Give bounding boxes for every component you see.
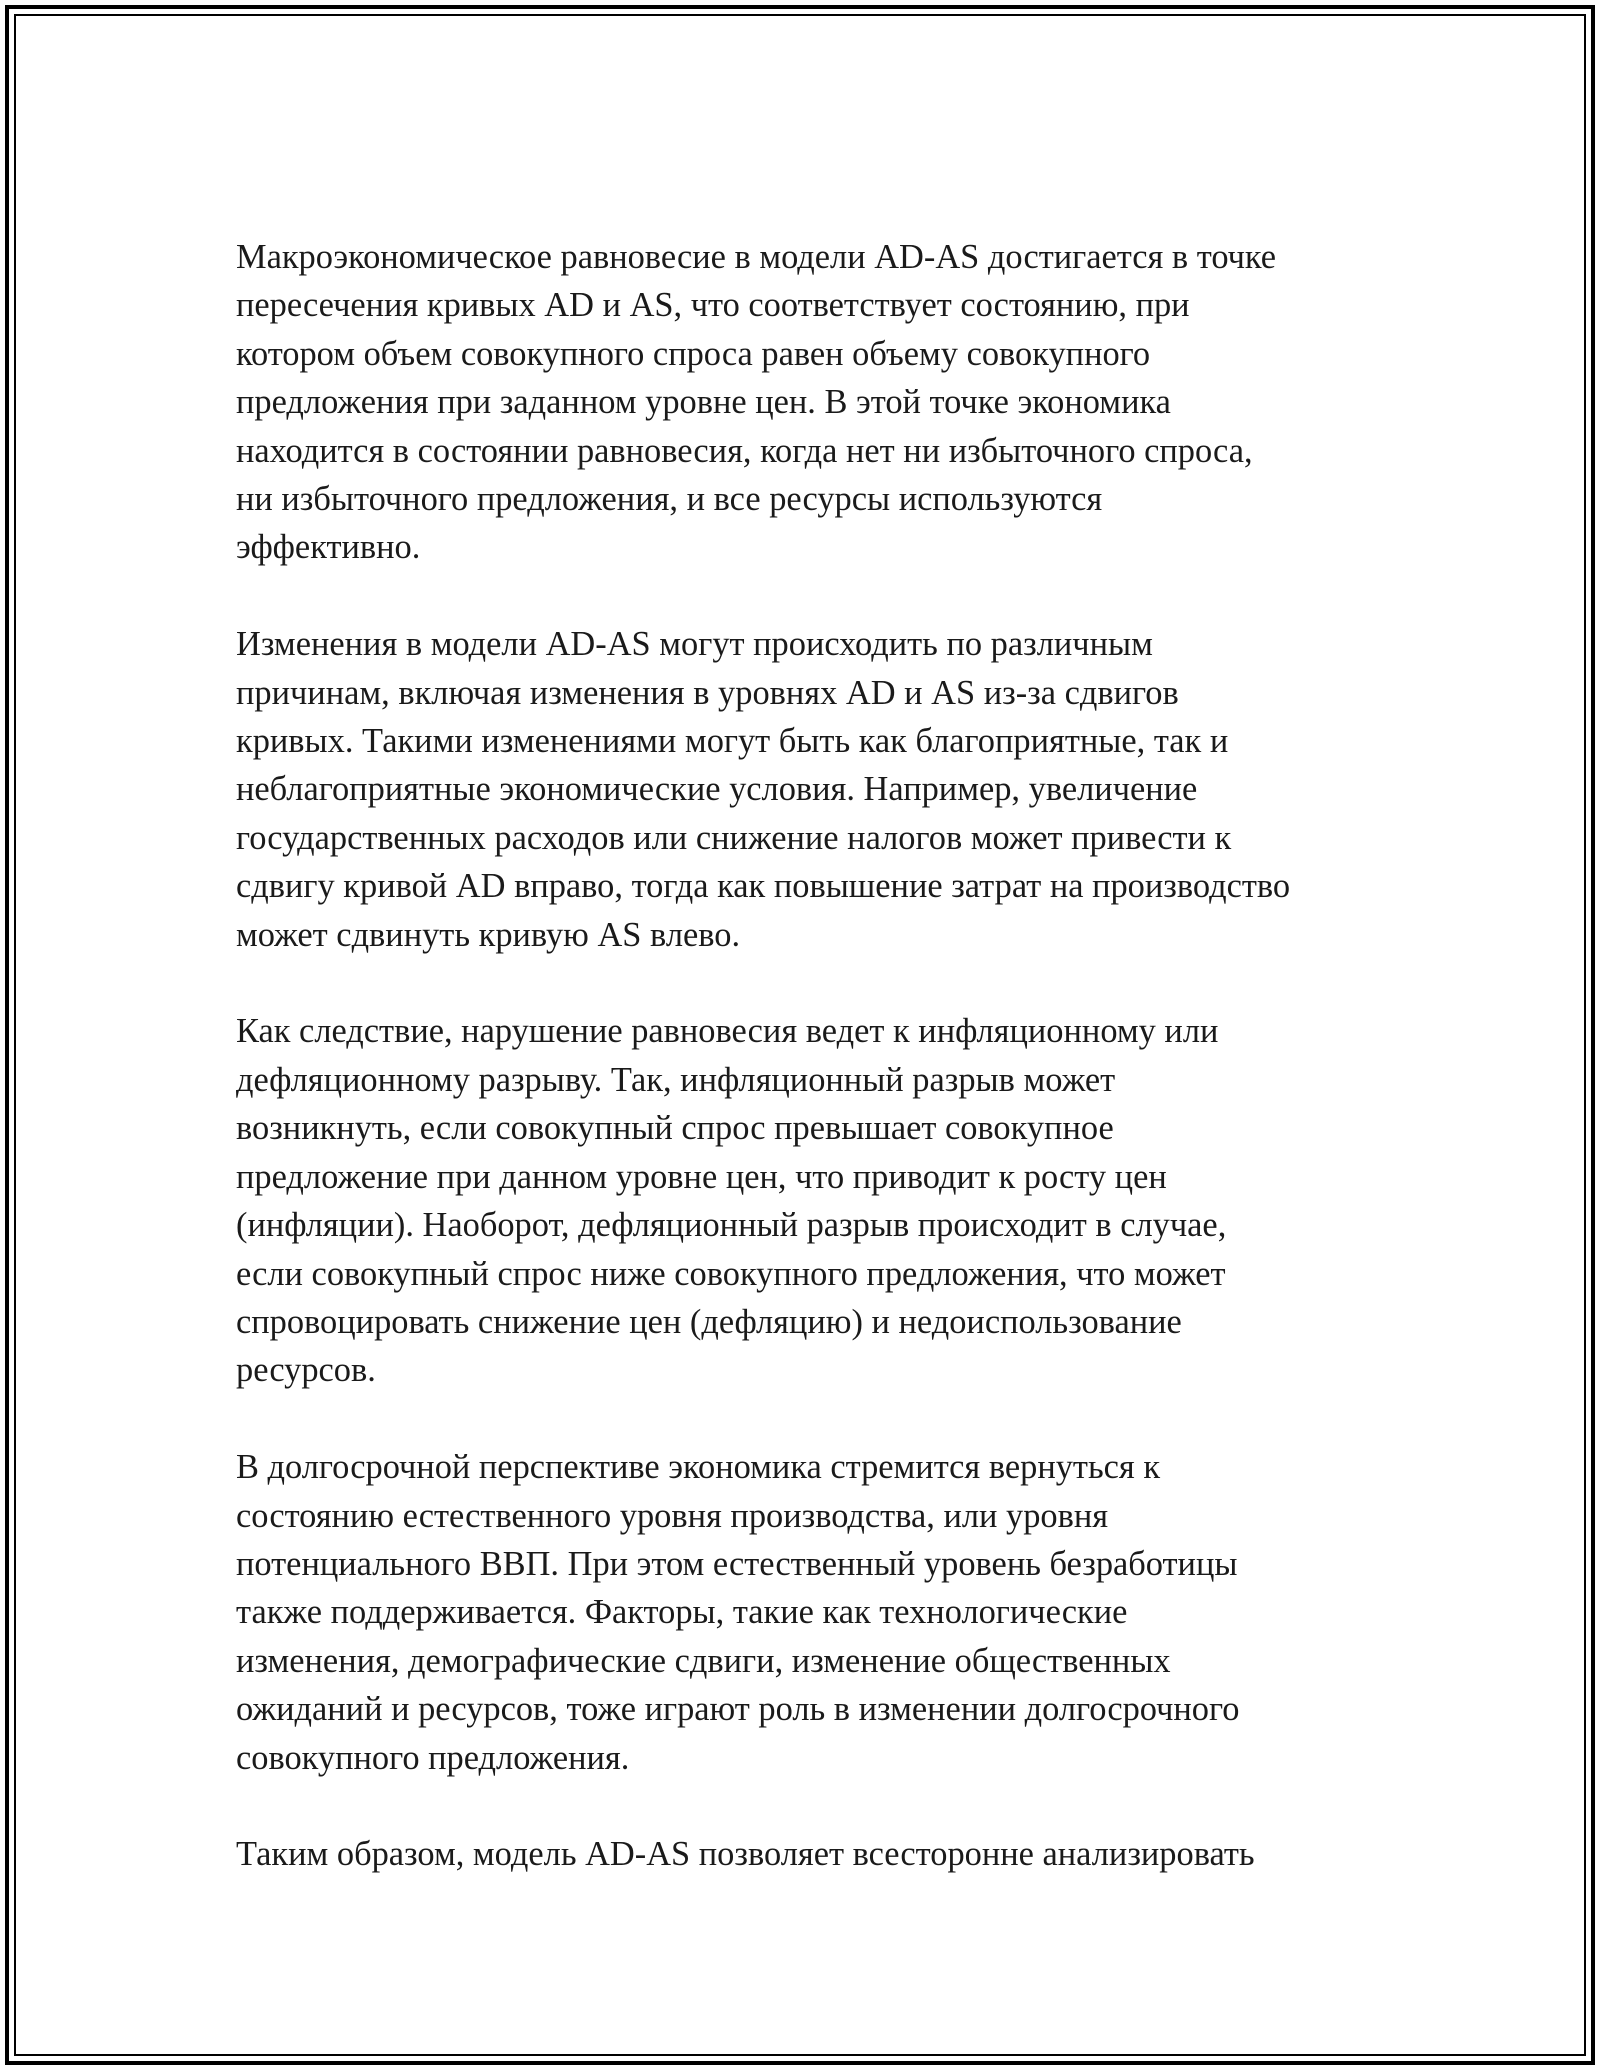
text-line: предложения при заданном уровне цен. В этой точке экономика	[236, 383, 1171, 422]
text-line: находится в состоянии равновесия, когда нет ни избыточного спроса,	[236, 431, 1253, 470]
text-line: Таким образом, модель AD-AS позволяет всесторонне анализировать	[236, 1835, 1255, 1874]
text-line: кривых. Такими изменениями могут быть как благоприятные, так и	[236, 722, 1229, 761]
text-line: Как следствие, нарушение равновесия ведет к инфляционному или	[236, 1012, 1219, 1051]
paragraph	[236, 1830, 1386, 1878]
paragraph	[236, 1443, 1386, 1782]
text-line: В долгосрочной перспективе экономика стремится вернуться к	[236, 1448, 1161, 1487]
text-line: котором объем совокупного спроса равен объему совокупного	[236, 334, 1151, 373]
text-line: потенциального ВВП. При этом естественный уровень безработицы	[236, 1544, 1238, 1583]
text-line: ни избыточного предложения, и все ресурсы используются	[236, 480, 1103, 519]
text-line: предложение при данном уровне цен, что приводит к росту цен	[236, 1157, 1167, 1196]
text-line: сдвигу кривой AD вправо, тогда как повышение затрат на производство	[236, 867, 1291, 906]
paragraph	[236, 1007, 1386, 1394]
text-line: может сдвинуть кривую AS влево.	[236, 915, 741, 954]
text-line: Макроэкономическое равновесие в модели AD-AS достигается в точке	[236, 238, 1277, 276]
text-line: ресурсов.	[236, 1351, 376, 1390]
text-line: возникнуть, если совокупный спрос превышает совокупное	[236, 1109, 1114, 1148]
text-line: дефляционному разрыву. Так, инфляционный разрыв может	[236, 1060, 1116, 1099]
text-line: ожиданий и ресурсов, тоже играют роль в изменении долгосрочного	[236, 1690, 1240, 1729]
text-line: неблагоприятные экономические условия. Например, увеличение	[236, 770, 1198, 809]
text-line: (инфляции). Наоборот, дефляционный разрыв происходит в случае,	[236, 1206, 1227, 1245]
document-body	[236, 233, 1386, 1927]
text-line: эффективно.	[236, 528, 421, 567]
text-line: совокупного предложения.	[236, 1738, 630, 1777]
text-line: также поддерживается. Факторы, такие как технологические	[236, 1593, 1128, 1632]
text-line: состоянию естественного уровня производства, или уровня	[236, 1496, 1109, 1535]
text-line: пересечения кривых AD и AS, что соответствует состоянию, при	[236, 286, 1190, 325]
text-line: Изменения в модели AD-AS могут происходить по различным	[236, 625, 1153, 664]
paragraph	[236, 233, 1386, 572]
text-line: изменения, демографические сдвиги, изменение общественных	[236, 1641, 1171, 1680]
paragraph	[236, 620, 1386, 959]
text-line: спровоцировать снижение цен (дефляцию) и недоиспользование	[236, 1302, 1182, 1341]
text-line: государственных расходов или снижение налогов может привести к	[236, 818, 1232, 857]
text-line: причинам, включая изменения в уровнях AD и AS из-за сдвигов	[236, 673, 1179, 712]
text-line: если совокупный спрос ниже совокупного предложения, что может	[236, 1254, 1226, 1293]
